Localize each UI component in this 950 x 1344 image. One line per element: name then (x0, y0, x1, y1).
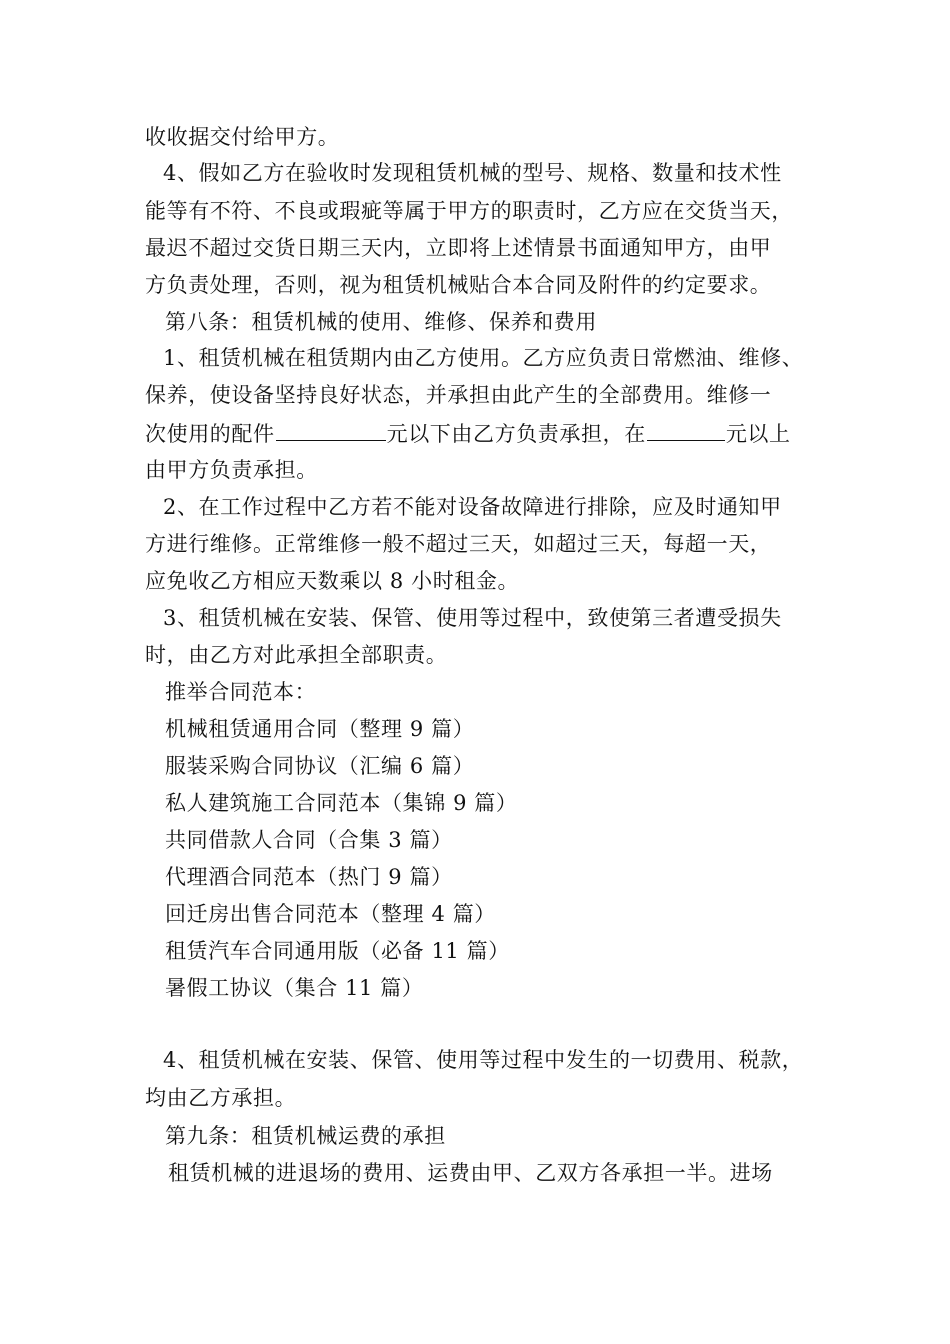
paragraph-line-with-blanks (145, 418, 791, 449)
paragraph-line: 保养，使设备坚持良好状态，并承担由此产生的全部费用。维修一 (145, 383, 772, 407)
recommend-link[interactable]: 服装采购合同协议（汇编 6 篇） (165, 754, 475, 778)
line-segment: 元以下由乙方负责承担，在 (386, 422, 646, 446)
paragraph-line: 能等有不符、不良或瑕疵等属于甲方的职责时，乙方应在交货当天， (145, 199, 793, 223)
paragraph-line: 最迟不超过交货日期三天内，立即将上述情景书面通知甲方，由甲 (145, 236, 772, 260)
recommend-link[interactable]: 回迁房出售合同范本（整理 4 篇） (165, 902, 496, 926)
paragraph-line: 均由乙方承担。 (145, 1086, 297, 1110)
line-segment: 次使用的配件 (145, 422, 275, 446)
recommend-link[interactable]: 私人建筑施工合同范本（集锦 9 篇） (165, 791, 518, 815)
paragraph-line: 3、租赁机械在安装、保管、使用等过程中，致使第三者遭受损失 (163, 606, 782, 630)
fill-in-blank (647, 418, 725, 441)
recommend-link[interactable]: 共同借款人合同（合集 3 篇） (165, 828, 453, 852)
recommend-link[interactable]: 机械租赁通用合同（整理 9 篇） (165, 717, 475, 741)
paragraph-line: 4、租赁机械在安装、保管、使用等过程中发生的一切费用、税款， (163, 1048, 804, 1072)
section-heading: 第九条：租赁机械运费的承担 (165, 1124, 446, 1148)
fill-in-blank (276, 418, 386, 441)
paragraph-line: 1、租赁机械在租赁期内由乙方使用。乙方应负责日常燃油、维修、 (163, 346, 804, 370)
paragraph-line: 收收据交付给甲方。 (145, 125, 340, 149)
section-heading: 第八条：租赁机械的使用、维修、保养和费用 (165, 310, 597, 334)
paragraph-line: 2、在工作过程中乙方若不能对设备故障进行排除，应及时通知甲 (163, 495, 782, 519)
paragraph-line: 租赁机械的进退场的费用、运费由甲、乙双方各承担一半。进场 (168, 1161, 773, 1185)
recommend-link[interactable]: 租赁汽车合同通用版（必备 11 篇） (165, 939, 510, 963)
line-segment: 元以上 (725, 422, 791, 446)
paragraph-line: 由甲方负责承担。 (145, 458, 318, 482)
paragraph-line: 应免收乙方相应天数乘以 8 小时租金。 (145, 569, 520, 593)
recommend-heading: 推举合同范本： (165, 680, 317, 704)
recommend-link[interactable]: 代理酒合同范本（热门 9 篇） (165, 865, 453, 889)
paragraph-line: 时，由乙方对此承担全部职责。 (145, 643, 448, 667)
paragraph-line: 方进行维修。正常维修一般不超过三天，如超过三天，每超一天， (145, 532, 772, 556)
recommend-link[interactable]: 暑假工协议（集合 11 篇） (165, 976, 424, 1000)
paragraph-line: 4、假如乙方在验收时发现租赁机械的型号、规格、数量和技术性 (163, 161, 782, 185)
paragraph-line: 方负责处理，否则，视为租赁机械贴合本合同及附件的约定要求。 (145, 273, 772, 297)
